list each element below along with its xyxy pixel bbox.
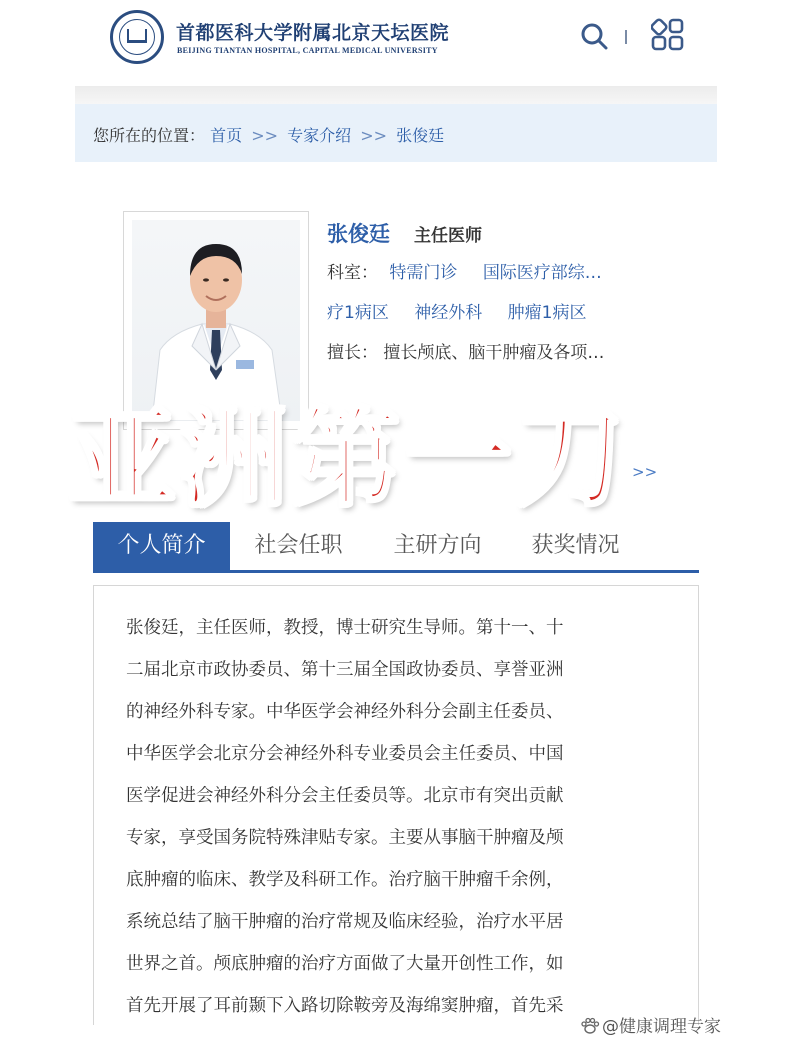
tab-social-positions[interactable]: 社会任职 (254, 533, 343, 558)
breadcrumb-separator: >> (360, 126, 388, 145)
bio-line: 医学促进会神经外科分会主任委员等。北京市有突出贡献 (126, 786, 564, 806)
bio-content (93, 585, 699, 1025)
watermark (580, 1012, 721, 1037)
grid-menu-icon[interactable] (651, 18, 685, 52)
doctor-photo (132, 220, 300, 421)
bio-line: 二届北京市政协委员、第十三届全国政协委员、享誉亚洲 (126, 660, 564, 680)
profile-tabs (93, 522, 699, 573)
doctor-name: 张俊廷 (327, 222, 390, 246)
dept-link-international[interactable]: 国际医疗部综… (482, 263, 602, 283)
site-header (0, 0, 792, 86)
hospital-name-cn[interactable]: 首都医科大学附属北京天坛医院 (176, 22, 450, 44)
paw-icon (580, 1016, 600, 1036)
dept-link-tumor-ward[interactable]: 肿瘤1病区 (507, 303, 587, 323)
dept-link-neurosurgery[interactable]: 神经外科 (414, 303, 483, 323)
tab-personal-intro[interactable]: 个人简介 (93, 522, 230, 570)
bio-line: 的神经外科专家。中华医学会神经外科分会副主任委员、 (126, 702, 564, 722)
header-divider (625, 30, 627, 44)
specialty-text: 擅长颅底、脑干肿瘤及各项… (383, 343, 605, 363)
bio-line: 底肿瘤的临床、教学及科研工作。治疗脑干肿瘤千余例， (126, 870, 564, 890)
department-line-2 (327, 298, 586, 323)
department-label: 科室： (327, 263, 378, 283)
overlay-banner-text: 亚洲第一刀 (68, 397, 629, 522)
breadcrumb-separator: >> (251, 126, 279, 145)
bio-line: 张俊廷，主任医师，教授，博士研究生导师。第十一、十 (126, 618, 564, 638)
bio-line: 中华医学会北京分会神经外科专业委员会主任委员、中国 (126, 744, 564, 764)
department-line-1 (327, 258, 602, 283)
breadcrumb-home[interactable]: 首页 (210, 126, 243, 145)
hospital-name-en: BEIJING TIANTAN HOSPITAL, CAPITAL MEDICAL UNIVERSITY (177, 46, 438, 55)
breadcrumb (75, 104, 717, 162)
more-link[interactable]: >> (632, 463, 658, 481)
breadcrumb-label: 您所在的位置： (93, 126, 206, 145)
bio-line: 世界之首。颅底肿瘤的治疗方面做了大量开创性工作，如 (126, 954, 564, 974)
tab-awards[interactable]: 获奖情况 (531, 533, 620, 558)
doctor-title: 主任医师 (414, 226, 482, 246)
specialty-label: 擅长： (327, 343, 378, 363)
bio-line: 首先开展了耳前颞下入路切除鞍旁及海绵窦肿瘤，首先采 (126, 996, 564, 1016)
tab-research-direction[interactable]: 主研方向 (393, 533, 482, 558)
header-shadow (75, 86, 717, 104)
dept-link-ward-1[interactable]: 疗1病区 (327, 303, 389, 323)
bio-line: 系统总结了脑干肿瘤的治疗常规及临床经验，治疗水平居 (126, 912, 564, 932)
hospital-logo[interactable] (110, 10, 164, 64)
dept-link-vip-clinic[interactable]: 特需门诊 (389, 263, 458, 283)
bio-line: 专家，享受国务院特殊津贴专家。主要从事脑干肿瘤及颅 (126, 828, 564, 848)
breadcrumb-current[interactable]: 张俊廷 (396, 126, 445, 145)
specialty-line (327, 338, 604, 363)
watermark-text: @健康调理专家 (602, 1017, 721, 1037)
breadcrumb-experts[interactable]: 专家介绍 (287, 126, 352, 145)
search-icon[interactable] (580, 22, 608, 50)
